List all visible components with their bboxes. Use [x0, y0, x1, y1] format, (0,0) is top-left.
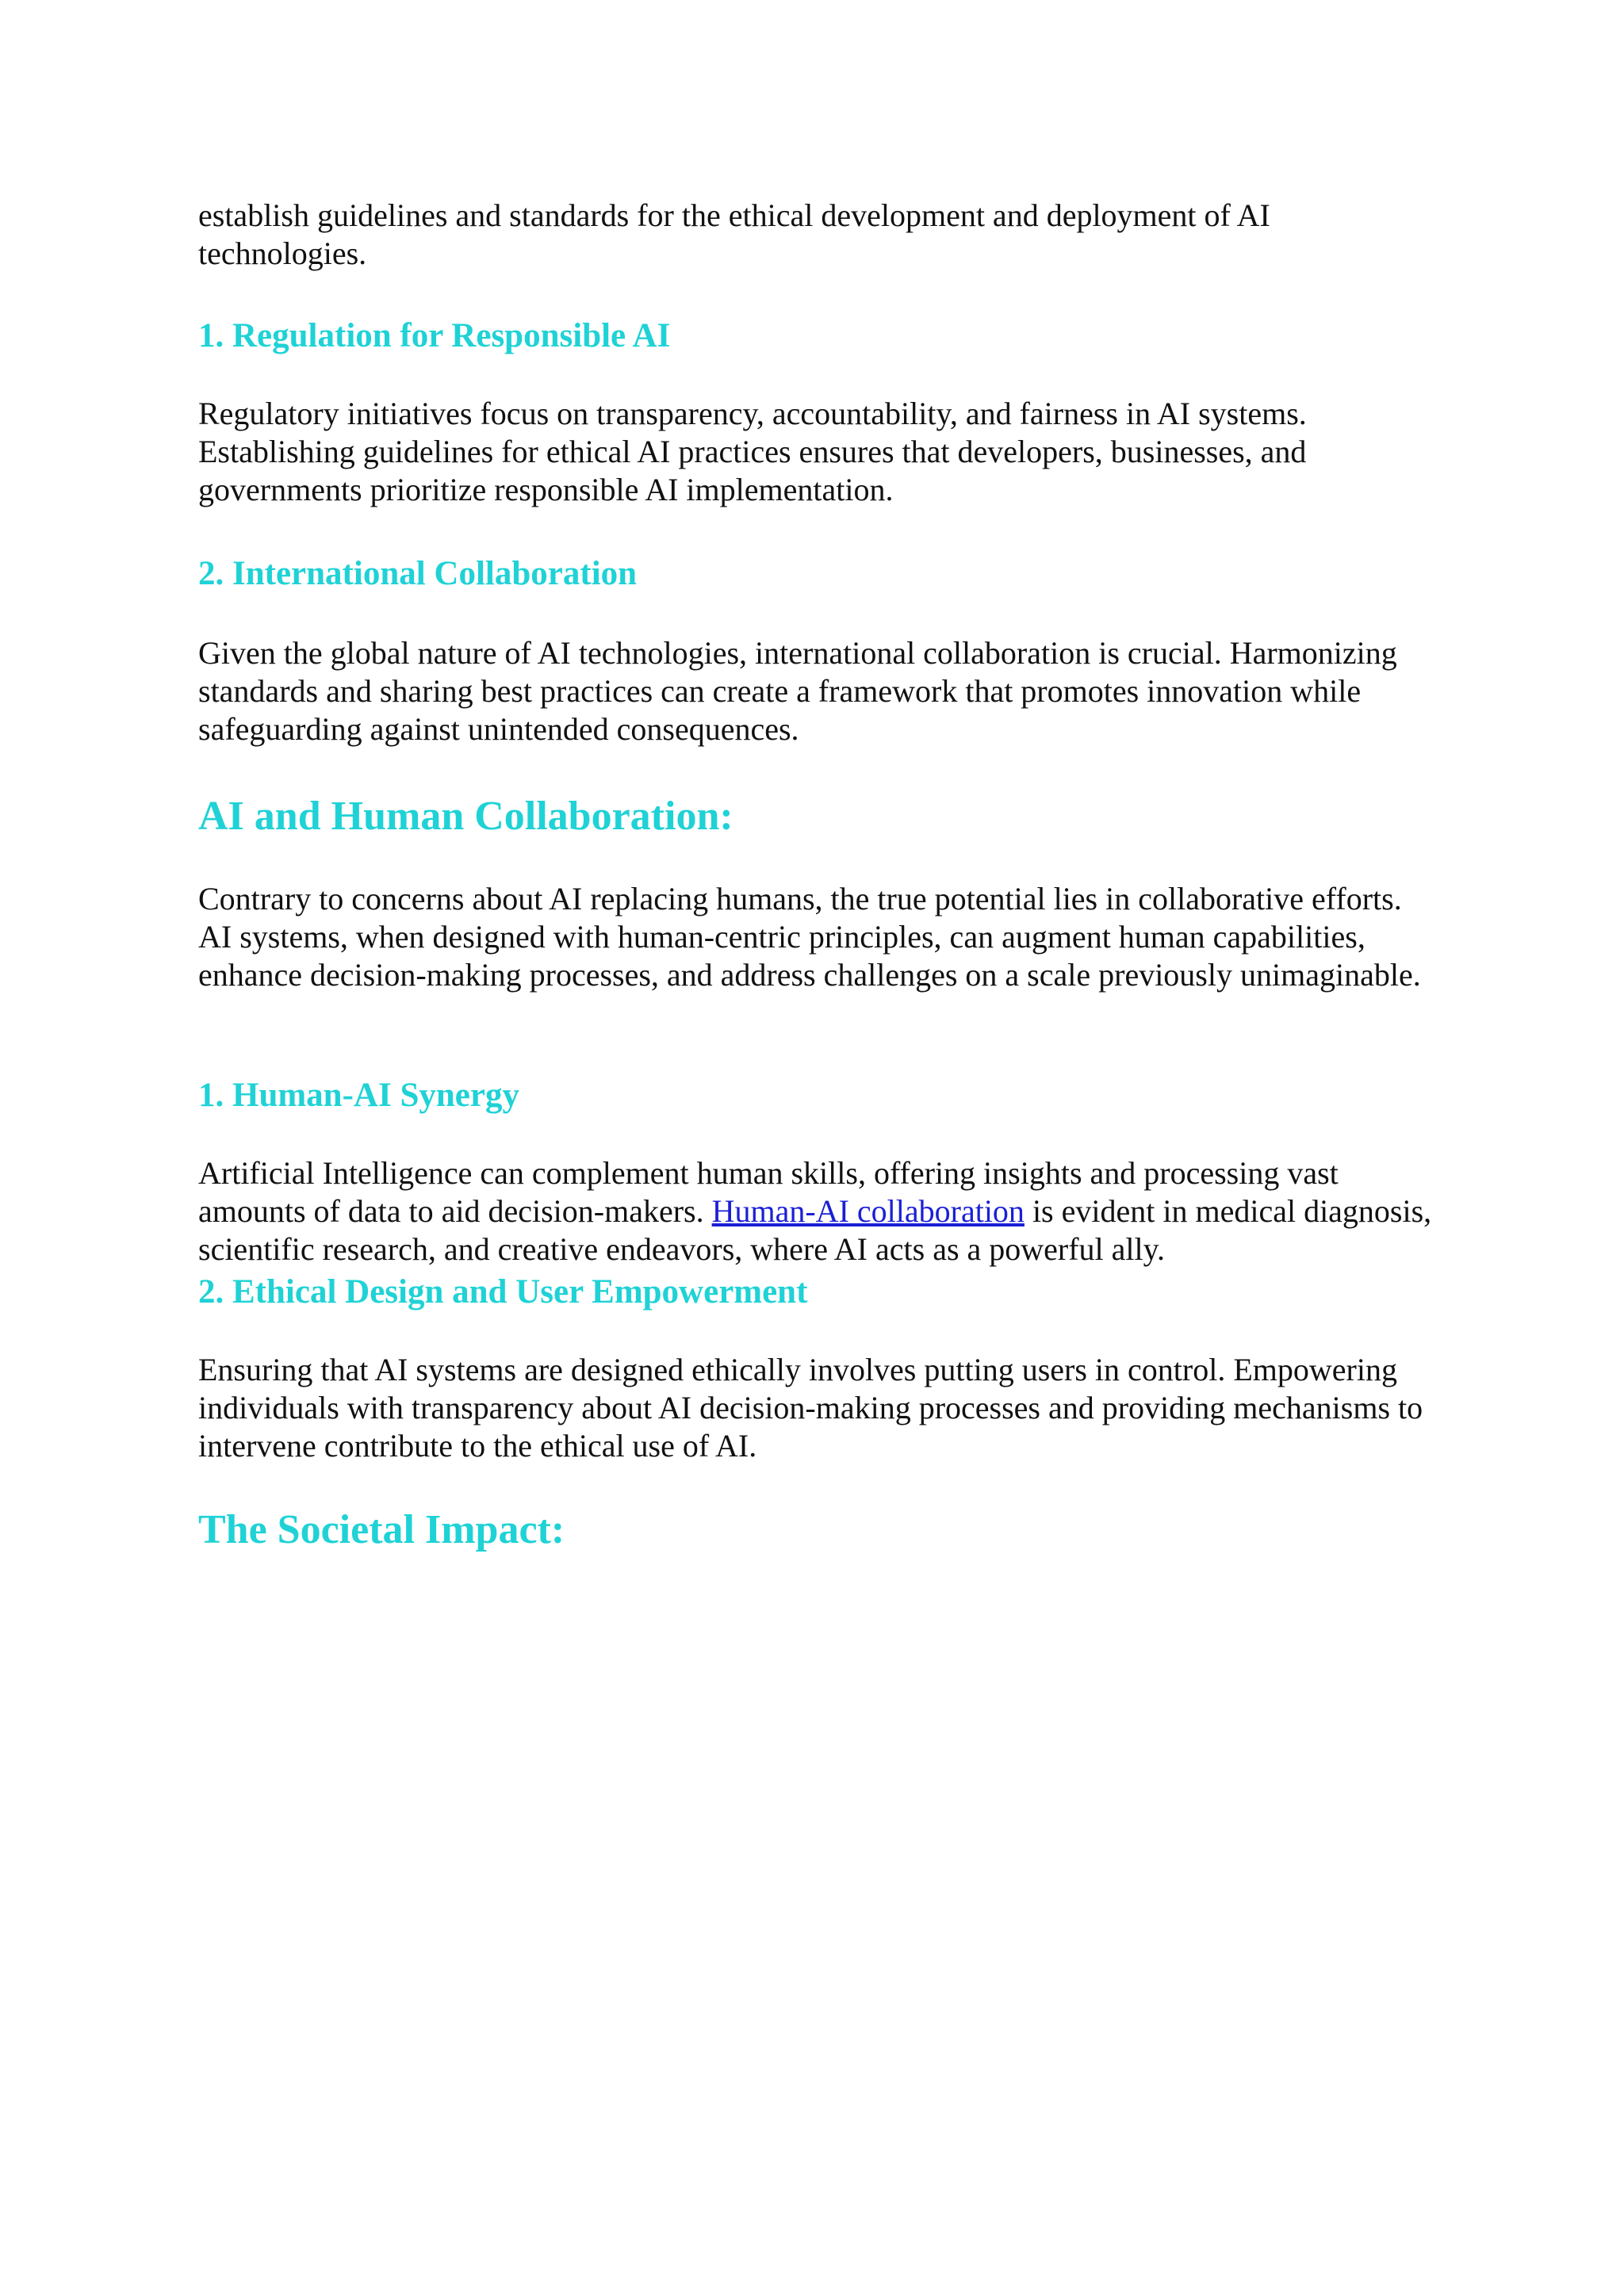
synergy-text-after: is evident in medical diagnosis, scientific research, and creative endeavors, where AI acts as a powerful ally.: [198, 1193, 1432, 1267]
intro-paragraph: establish guidelines and standards for the ethical development and deployment of AI technologies.: [198, 197, 1270, 271]
subhead-regulation: 1. Regulation for Responsible AI: [198, 317, 671, 354]
heading-ai-human-collaboration: AI and Human Collaboration:: [198, 794, 733, 839]
subhead-ethical-design: 2. Ethical Design and User Empowerment: [198, 1273, 808, 1311]
paragraph-regulation: Regulatory initiatives focus on transparency, accountability, and fairness in AI systems. Establishing guidelines for ethical AI practices ensures that developers, businesses, and governments prioritize responsible AI implementation.: [198, 396, 1307, 507]
synergy-text-before: Artificial Intelligence can complement human skills, offering insights and processing vast amounts of data to aid decision-makers.: [198, 1155, 1339, 1229]
subhead-international: 2. International Collaboration: [198, 555, 638, 592]
human-ai-collaboration-link[interactable]: Human-AI collaboration: [711, 1193, 1025, 1229]
paragraph-ethical-design: Ensuring that AI systems are designed ethically involves putting users in control. Empowering individuals with transparency about AI decision-making processes and providing mechanisms to intervene contribute to the ethical use of AI.: [198, 1352, 1423, 1464]
paragraph-international: Given the global nature of AI technologies, international collaboration is crucial. Harmonizing standards and sharing best practices can create a framework that promotes innovation while safeguarding against unintended consequences.: [198, 635, 1397, 747]
subhead-synergy: 1. Human-AI Synergy: [198, 1077, 519, 1114]
heading-societal-impact: The Societal Impact:: [198, 1507, 565, 1552]
paragraph-collaboration: Contrary to concerns about AI replacing humans, the true potential lies in collaborative efforts. AI systems, when designed with human-centric principles, can augment human capabilities, enhance decision-making processes, and address challenges on a scale previously unimaginable.: [198, 881, 1421, 993]
paragraph-synergy: [198, 1154, 1435, 1269]
